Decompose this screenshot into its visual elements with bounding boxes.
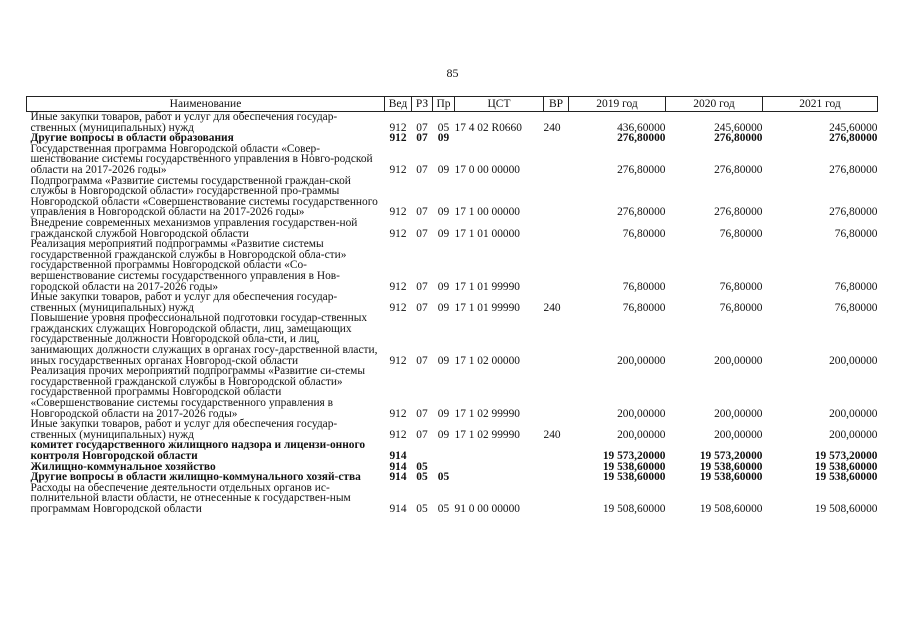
amount-2019-cell: 76,80000 bbox=[622, 301, 666, 314]
row-name-cell: Жилищно-коммунальное хозяйство bbox=[30, 460, 216, 473]
rz-cell: 05 bbox=[416, 471, 428, 484]
column-header-2019: 2019 год bbox=[569, 97, 666, 112]
amount-2019-cell: 76,80000 bbox=[622, 227, 666, 240]
amount-2021-cell: 245,60000 bbox=[829, 121, 878, 134]
amount-2019-cell: 19 538,60000 bbox=[602, 471, 666, 484]
table-row bbox=[27, 366, 878, 419]
ved-cell: 914 bbox=[389, 471, 407, 484]
amount-2021-cell: 276,80000 bbox=[829, 163, 878, 176]
cst-cell: 17 1 01 99990 bbox=[454, 301, 520, 314]
vr-cell bbox=[544, 218, 569, 239]
amount-2020-cell: 276,80000 bbox=[714, 163, 763, 176]
ved-cell: 912 bbox=[389, 301, 407, 314]
row-name-cell: комитет государственного жилищного надзора и лицензи-онного контроля Новгородской области bbox=[30, 439, 366, 462]
vr-cell bbox=[544, 483, 569, 515]
vr-cell: 240 bbox=[543, 121, 561, 134]
row-name-cell: Расходы на обеспечение деятельности отдельных органов ис-полнительной власти области, не отнесенные к государствен-ным программам Новгородской области bbox=[30, 481, 351, 515]
cst-cell: 17 1 01 00000 bbox=[454, 227, 520, 240]
table-body bbox=[27, 112, 878, 515]
rz-cell: 07 bbox=[416, 354, 428, 367]
rz-cell: 07 bbox=[416, 301, 428, 314]
pr-cell: 09 bbox=[437, 206, 450, 219]
pr-cell: 09 bbox=[437, 354, 450, 367]
ved-cell: 912 bbox=[389, 227, 407, 240]
vr-cell: 240 bbox=[543, 428, 561, 441]
vr-cell bbox=[544, 440, 569, 461]
column-header-name: Наименование bbox=[27, 97, 385, 112]
rz-cell: 07 bbox=[416, 407, 428, 420]
vr-cell bbox=[544, 313, 569, 366]
table-row bbox=[27, 419, 878, 440]
pr-cell: 09 bbox=[437, 301, 450, 314]
rz-cell: 07 bbox=[416, 163, 428, 176]
amount-2020-cell: 76,80000 bbox=[719, 280, 763, 293]
ved-cell: 912 bbox=[389, 428, 407, 441]
amount-2021-cell: 276,80000 bbox=[829, 132, 878, 145]
rz-cell: 07 bbox=[416, 121, 428, 134]
row-name-cell: Иные закупки товаров, работ и услуг для обеспечения государ-ственных (муниципальных) нужд bbox=[30, 291, 338, 314]
table-row bbox=[27, 239, 878, 292]
row-name-cell: Повышение уровня профессиональной подготовки государ-ственных гражданских служащих Новгородской области, лиц, замещающих государственные должности Новгородской обла-сти, и лиц, занимающих должности служащих в органах госу-дарственной власти, иных государственных органах Новгород-ской области bbox=[30, 312, 378, 367]
row-name-cell: Иные закупки товаров, работ и услуг для обеспечения государ-ственных (муниципальных) нужд bbox=[30, 418, 338, 441]
rz-cell: 07 bbox=[416, 280, 428, 293]
ved-cell: 914 bbox=[389, 502, 407, 515]
pr-cell: 05 bbox=[437, 471, 450, 484]
column-header-vr: ВР bbox=[544, 97, 569, 112]
amount-2020-cell: 245,60000 bbox=[714, 121, 763, 134]
cst-cell: 17 1 02 00000 bbox=[454, 354, 520, 367]
ved-cell: 912 bbox=[389, 132, 407, 145]
ved-cell: 912 bbox=[389, 407, 407, 420]
ved-cell: 914 bbox=[389, 450, 407, 462]
amount-2019-cell: 200,00000 bbox=[617, 407, 666, 420]
vr-cell bbox=[544, 366, 569, 419]
rz-cell: 07 bbox=[416, 227, 428, 240]
ved-cell: 912 bbox=[389, 121, 407, 134]
amount-2020-cell: 276,80000 bbox=[714, 132, 763, 145]
amount-2020-cell: 200,00000 bbox=[714, 354, 763, 367]
amount-2020-cell: 76,80000 bbox=[719, 227, 763, 240]
table-row bbox=[27, 144, 878, 176]
column-header-2021: 2021 год bbox=[763, 97, 878, 112]
row-name-cell: Иные закупки товаров, работ и услуг для обеспечения государ-ственных (муниципальных) нужд bbox=[30, 111, 338, 134]
pr-cell: 09 bbox=[437, 163, 450, 176]
budget-table bbox=[26, 96, 878, 515]
pr-cell: 09 bbox=[437, 428, 450, 441]
table-row bbox=[27, 313, 878, 366]
table-row bbox=[27, 218, 878, 239]
column-header-2020: 2020 год bbox=[666, 97, 763, 112]
row-name-cell: Внедрение современных механизмов управления государствен-ной гражданской службой Новгородской области bbox=[30, 216, 358, 240]
cst-cell: 17 4 02 R0660 bbox=[454, 121, 522, 134]
amount-2019-cell: 19 508,60000 bbox=[602, 502, 666, 515]
pr-cell: 09 bbox=[437, 280, 450, 293]
amount-2021-cell: 276,80000 bbox=[829, 206, 878, 219]
amount-2019-cell: 276,80000 bbox=[617, 132, 666, 145]
amount-2019-cell: 19 573,20000 bbox=[602, 450, 666, 462]
rz-cell: 05 bbox=[416, 502, 428, 515]
vr-cell bbox=[544, 462, 569, 473]
column-header-cst: ЦСТ bbox=[455, 97, 544, 112]
rz-cell: 07 bbox=[416, 206, 428, 219]
column-header-ved: Вед bbox=[385, 97, 412, 112]
ved-cell: 912 bbox=[389, 280, 407, 293]
amount-2021-cell: 200,00000 bbox=[829, 407, 878, 420]
cst-cell: 17 1 02 99990 bbox=[454, 407, 520, 420]
cst-cell bbox=[455, 440, 544, 461]
vr-cell bbox=[544, 472, 569, 483]
amount-2020-cell: 19 508,60000 bbox=[699, 502, 763, 515]
amount-2020-cell: 276,80000 bbox=[714, 206, 763, 219]
ved-cell: 912 bbox=[389, 163, 407, 176]
rz-cell: 05 bbox=[416, 460, 428, 473]
table-row bbox=[27, 112, 878, 134]
amount-2019-cell: 276,80000 bbox=[617, 206, 666, 219]
vr-cell bbox=[544, 176, 569, 218]
cst-cell bbox=[455, 472, 544, 483]
amount-2021-cell: 19 538,60000 bbox=[814, 471, 878, 484]
table-row bbox=[27, 292, 878, 313]
table-row bbox=[27, 440, 878, 461]
cst-cell: 91 0 00 00000 bbox=[454, 502, 520, 515]
vr-cell bbox=[544, 133, 569, 144]
amount-2019-cell: 200,00000 bbox=[617, 428, 666, 441]
column-header-rz: РЗ bbox=[412, 97, 433, 112]
amount-2021-cell: 200,00000 bbox=[829, 354, 878, 367]
amount-2020-cell: 76,80000 bbox=[719, 301, 763, 314]
vr-cell bbox=[544, 144, 569, 176]
amount-2019-cell: 76,80000 bbox=[622, 280, 666, 293]
rz-cell: 07 bbox=[416, 428, 428, 441]
cst-cell bbox=[455, 133, 544, 144]
pr-cell: 09 bbox=[437, 132, 450, 145]
row-name-cell: Подпрограмма «Развитие системы государственной граждан-ской службы в Новгородской области» государственной про-граммы Новгородской области «Совершенствование системы государственного управления в Новгородской области на 2017-2026 годы» bbox=[30, 174, 378, 219]
pr-cell bbox=[433, 440, 455, 461]
amount-2021-cell: 19 508,60000 bbox=[814, 502, 878, 515]
row-name-cell: Другие вопросы в области образования bbox=[30, 132, 234, 145]
row-name-cell: Государственная программа Новгородской области «Совер-шенствование системы государственного управления в Новго-родской области на 2017-2026 годы» bbox=[30, 142, 373, 176]
page-number: 85 bbox=[446, 66, 459, 80]
row-name-cell: Реализация мероприятий подпрограммы «Развитие системы государственной гражданской службы в Новгородской обла-сти» государственной программы Новгородской области «Со-вершенствование системы государственного управления в Нов-городской области на 2017-2026 годы» bbox=[30, 238, 347, 293]
amount-2021-cell: 19 573,20000 bbox=[814, 450, 878, 462]
pr-cell: 05 bbox=[437, 502, 450, 515]
cst-cell bbox=[455, 462, 544, 473]
amount-2020-cell: 19 573,20000 bbox=[699, 450, 763, 462]
rz-cell bbox=[412, 440, 433, 461]
amount-2020-cell: 19 538,60000 bbox=[699, 471, 763, 484]
cst-cell: 17 1 01 99990 bbox=[454, 280, 520, 293]
cst-cell: 17 0 00 00000 bbox=[454, 163, 520, 176]
pr-cell: 09 bbox=[437, 227, 450, 240]
vr-cell: 240 bbox=[543, 301, 561, 314]
amount-2021-cell: 76,80000 bbox=[834, 227, 878, 240]
cst-cell: 17 1 02 99990 bbox=[454, 428, 520, 441]
cst-cell: 17 1 00 00000 bbox=[454, 206, 520, 219]
pr-cell: 09 bbox=[437, 407, 450, 420]
table-row bbox=[27, 176, 878, 218]
amount-2019-cell: 200,00000 bbox=[617, 354, 666, 367]
amount-2021-cell: 200,00000 bbox=[829, 428, 878, 441]
ved-cell: 914 bbox=[389, 460, 407, 473]
table-row bbox=[27, 483, 878, 515]
ved-cell: 912 bbox=[389, 206, 407, 219]
pr-cell: 05 bbox=[437, 121, 450, 134]
amount-2020-cell: 200,00000 bbox=[714, 428, 763, 441]
row-name-cell: Другие вопросы в области жилищно-коммунального хозяй-ства bbox=[30, 471, 361, 484]
amount-2021-cell: 76,80000 bbox=[834, 301, 878, 314]
amount-2020-cell: 19 538,60000 bbox=[699, 460, 763, 473]
amount-2021-cell: 19 538,60000 bbox=[814, 460, 878, 473]
amount-2019-cell: 276,80000 bbox=[617, 163, 666, 176]
table-header-row bbox=[27, 97, 878, 112]
vr-cell bbox=[544, 239, 569, 292]
amount-2019-cell: 436,60000 bbox=[617, 121, 666, 134]
amount-2020-cell: 200,00000 bbox=[714, 407, 763, 420]
rz-cell: 07 bbox=[416, 132, 428, 145]
column-header-pr: Пр bbox=[433, 97, 455, 112]
amount-2019-cell: 19 538,60000 bbox=[602, 460, 666, 473]
ved-cell: 912 bbox=[389, 354, 407, 367]
row-name-cell: Реализация прочих мероприятий подпрограммы «Развитие си-стемы государственной гражданской службы в Новгородской области» государственной программы Новгородской области «Совершенствование системы государственного управления в Новгородской области на 2017-2026 годы» bbox=[30, 365, 366, 420]
amount-2021-cell: 76,80000 bbox=[834, 280, 878, 293]
